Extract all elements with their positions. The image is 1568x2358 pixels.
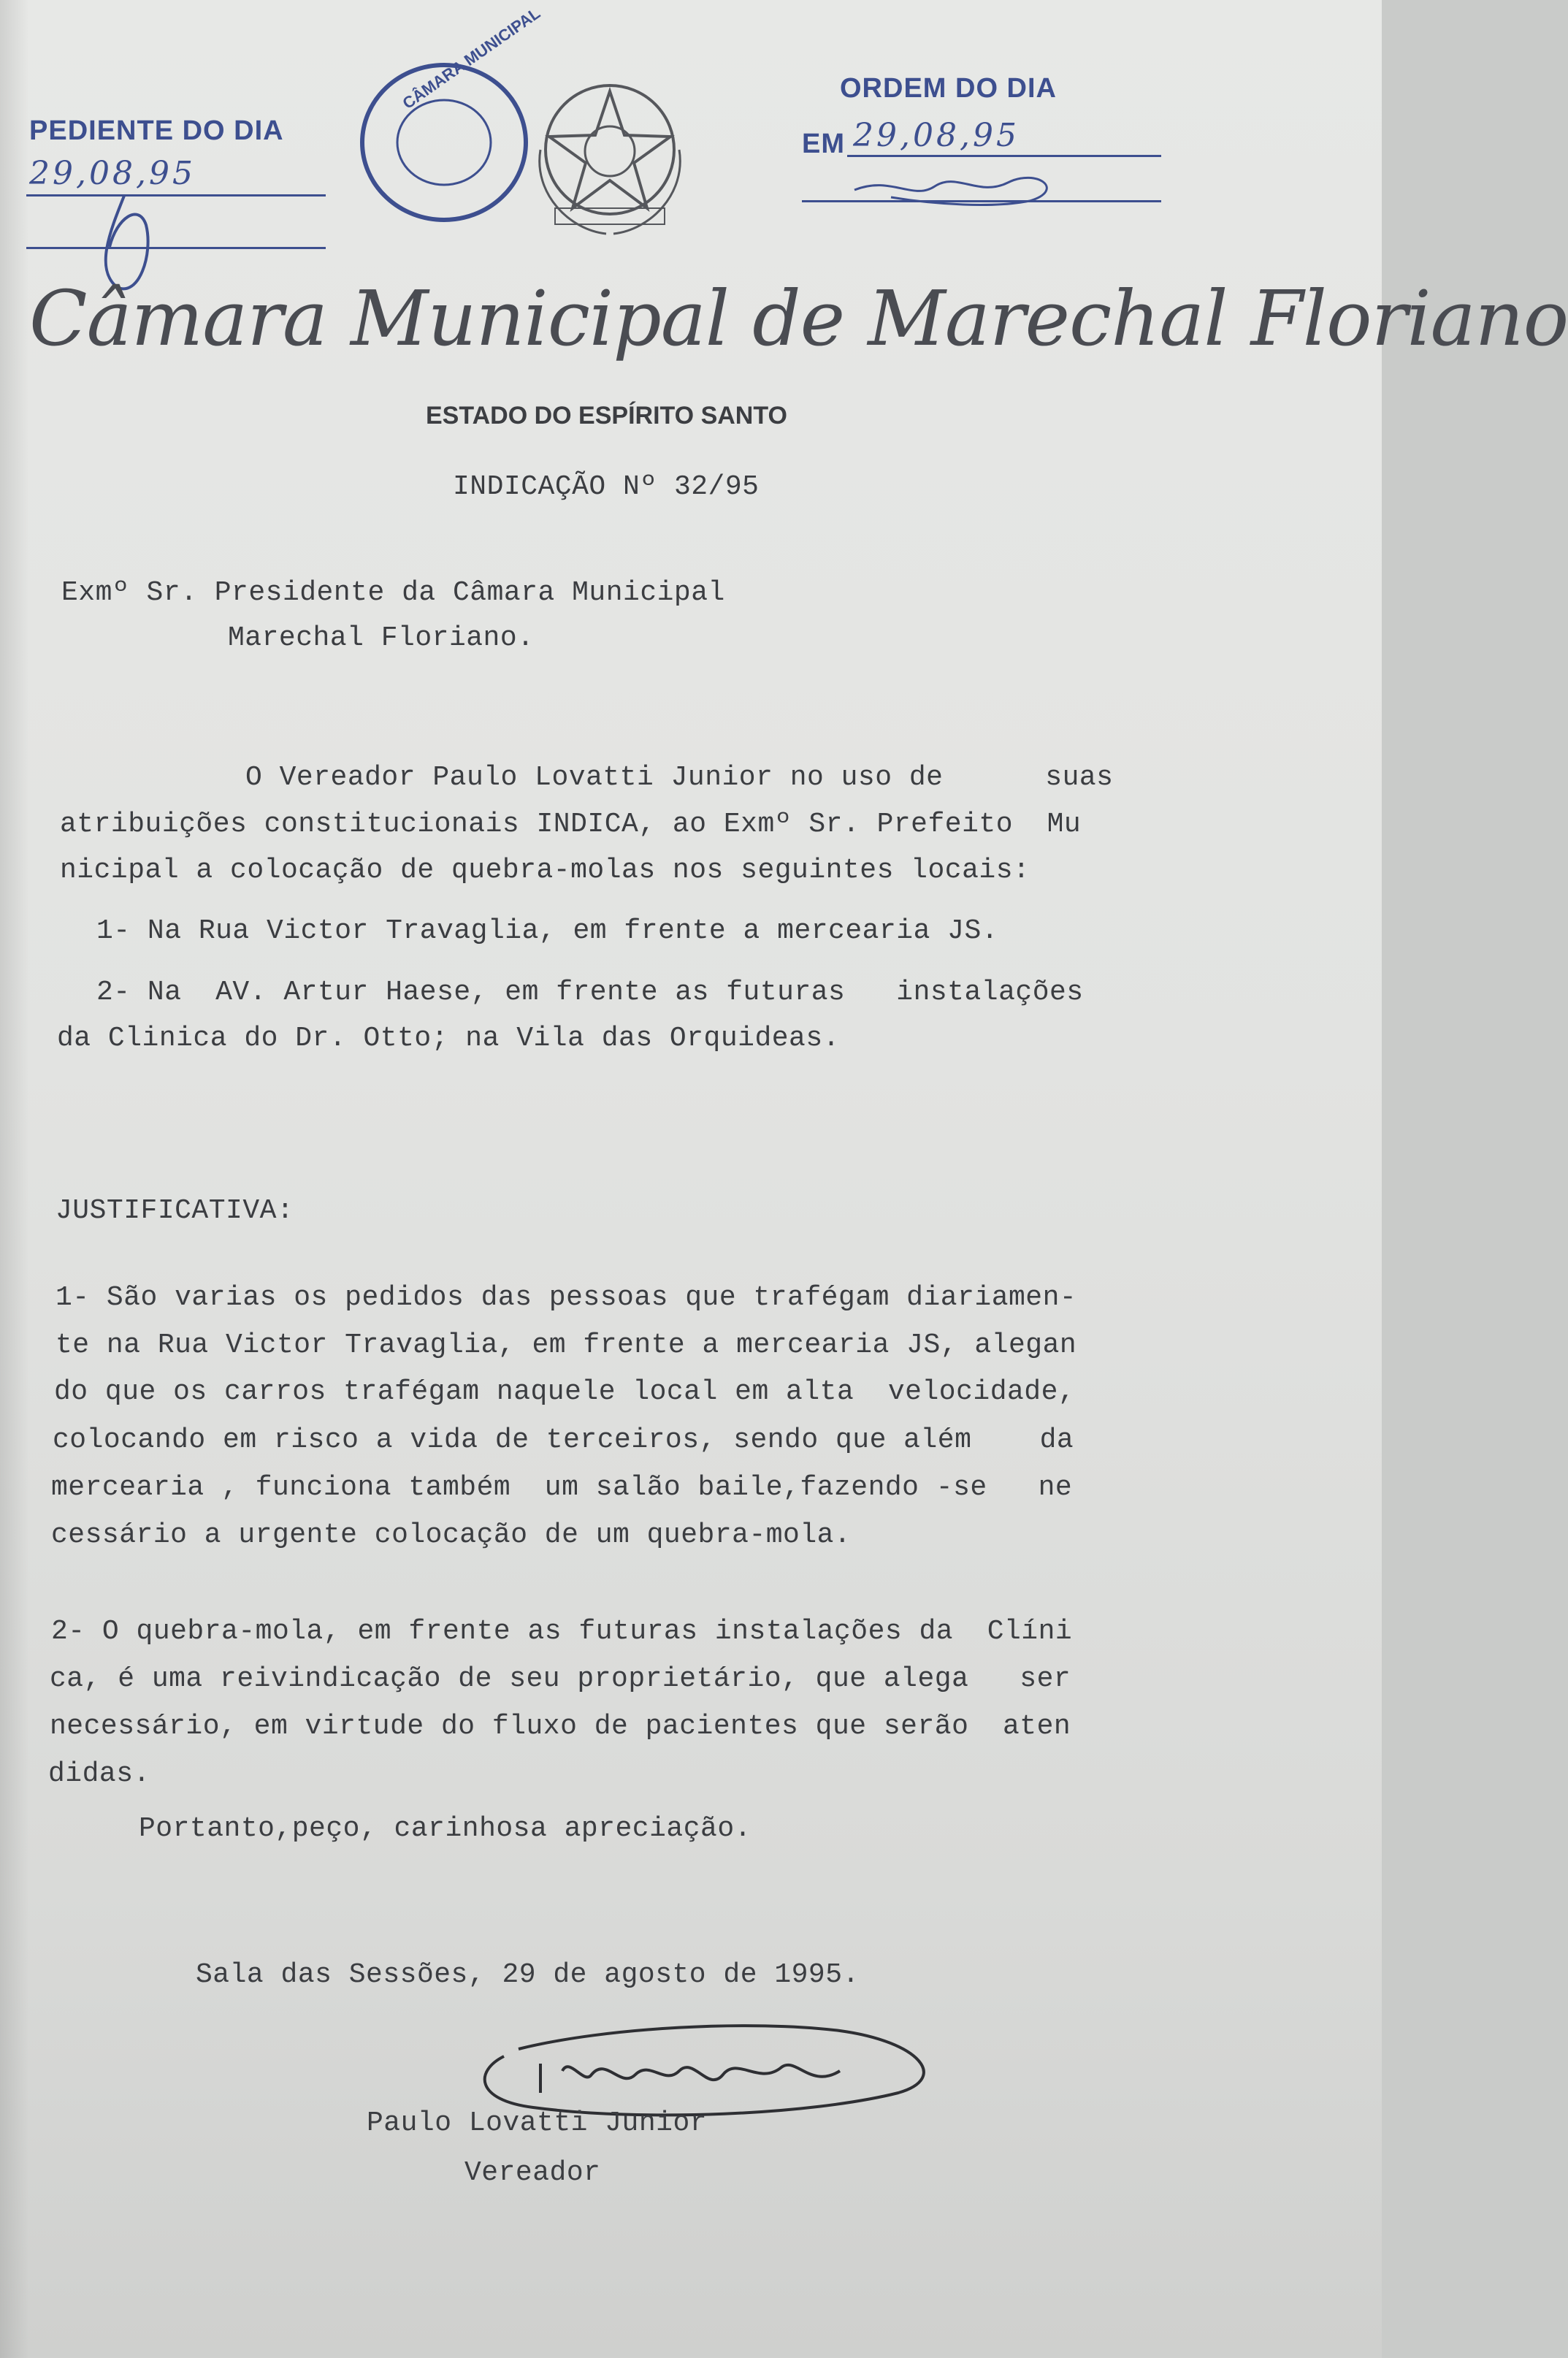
- stamp-ordem-signature-icon: [847, 161, 1081, 212]
- signer-role: Vereador: [464, 2157, 601, 2189]
- document-title: INDICAÇÃO Nº 32/95: [453, 471, 760, 503]
- justification-p1-line-3: do que os carros trafégam naquele local em alta velocidade,: [54, 1376, 1076, 1408]
- addressee-line-1: Exmº Sr. Presidente da Câmara Municipal: [61, 577, 725, 608]
- item-2-line-1: 2- Na AV. Artur Haese, em frente as futuras instalações: [96, 977, 1084, 1008]
- stamp-ordem-prefix: EM: [802, 129, 845, 159]
- justification-p1-line-1: 1- São varias os pedidos das pessoas que trafégam diariamen-: [56, 1282, 1077, 1313]
- justification-p2-line-2: ca, é uma reivindicação de seu proprietário, que alega ser: [50, 1663, 1071, 1695]
- stamp-ordem-date: 29,08,95: [853, 117, 1020, 154]
- justification-p2-line-1: 2- O quebra-mola, em frente as futuras instalações da Clíni: [51, 1616, 1073, 1647]
- coat-of-arms-icon: [526, 69, 694, 245]
- addressee-line-2: Marechal Floriano.: [228, 622, 535, 654]
- justification-p1-line-6: cessário a urgente colocação de um quebra-mola.: [51, 1519, 852, 1551]
- intro-line-1: O Vereador Paulo Lovatti Junior no uso de suas: [245, 762, 1114, 793]
- institution-name: Câmara Municipal de Marechal Floriano: [29, 274, 1568, 363]
- item-2-line-2: da Clinica do Dr. Otto; na Vila das Orquideas.: [57, 1023, 840, 1054]
- stamp-pediente-date: 29,08,95: [29, 155, 196, 192]
- justification-p1-line-2: te na Rua Victor Travaglia, em frente a mercearia JS, alegan: [56, 1329, 1077, 1361]
- justification-p2-line-4: didas.: [48, 1758, 150, 1790]
- round-seal-stamp-icon: [356, 4, 544, 226]
- intro-line-3: nicipal a colocação de quebra-molas nos seguintes locais:: [60, 855, 1030, 886]
- justification-heading: JUSTIFICATIVA:: [56, 1195, 294, 1226]
- round-seal-text: CÂMARA MUNICIPAL: [399, 4, 544, 113]
- justification-p2-line-3: necessário, em virtude do fluxo de pacientes que serão aten: [50, 1711, 1071, 1742]
- stamp-ordem-label: ORDEM DO DIA: [840, 73, 1057, 104]
- closing-line: Portanto,peço, carinhosa apreciação.: [139, 1813, 752, 1844]
- state-name: ESTADO DO ESPÍRITO SANTO: [426, 402, 787, 430]
- justification-p1-line-4: colocando em risco a vida de terceiros, sendo que além da: [53, 1424, 1074, 1456]
- signer-name: Paulo Lovatti Junior: [367, 2107, 708, 2139]
- place-date: Sala das Sessões, 29 de agosto de 1995.: [196, 1959, 860, 1991]
- stamp-pediente-label: PEDIENTE DO DIA: [29, 115, 284, 146]
- intro-line-2: atribuições constitucionais INDICA, ao Exmº Sr. Prefeito Mu: [60, 809, 1082, 840]
- justification-p1-line-5: mercearia , funciona também um salão baile,fazendo -se ne: [51, 1472, 1073, 1503]
- item-1: 1- Na Rua Victor Travaglia, em frente a mercearia JS.: [96, 915, 999, 947]
- stamp-ordem-rule: [847, 155, 1161, 157]
